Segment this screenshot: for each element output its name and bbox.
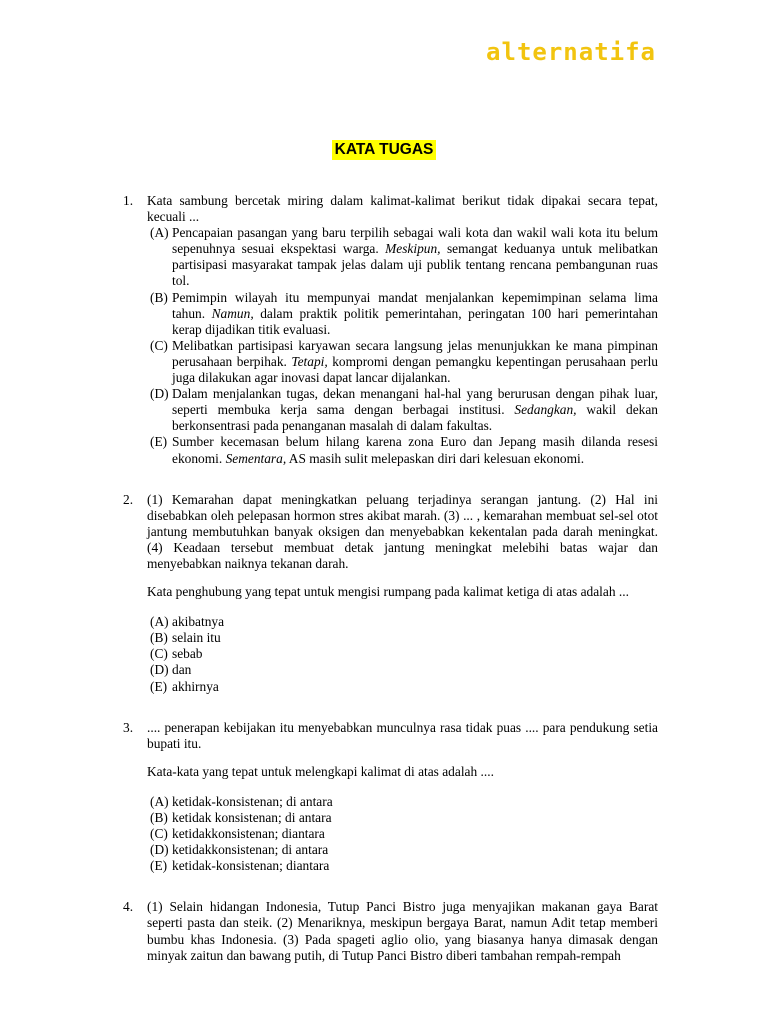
option-text: ketidakkonsistenan; diantara — [172, 826, 325, 842]
question-prompt: Kata penghubung yang tepat untuk mengisi rumpang pada kalimat ketiga di atas adalah ... — [147, 584, 629, 600]
option-text: wakil dekan berkonsentrasi pada penanganan masalah di dalam fakultas. — [172, 402, 659, 434]
option-italic-word: Meskipun, — [385, 241, 441, 257]
option-italic-word: Tetapi, — [291, 353, 328, 369]
option-text: ketidak-konsistenan; diantara — [172, 858, 330, 874]
option-c — [147, 646, 658, 662]
option-d — [147, 386, 658, 434]
option-italic-word: Namun, — [211, 305, 254, 321]
option-label: (D) — [150, 662, 169, 678]
option-label: (C) — [150, 646, 168, 662]
option-text: Pencapaian pasangan yang baru terpilih sebagai wali kota dan wakil wali kota itu belum sepenuhnya sesuai ekspektasi warga. — [172, 225, 658, 257]
option-text: ketidak konsistenan; di antara — [172, 810, 332, 825]
option-a — [147, 614, 658, 630]
question-passage: (1) Selain hidangan Indonesia, Tutup Panci Bistro juga menyajikan makanan gaya Barat seperti pasta dan steik. (2) Menariknya, meskipun bergaya Barat, namun Adit tetap memberi bumbu khas Indonesia. (3) Pada spageti aglio olio, yang biasanya hanya dimasak dengan minyak zaitun dan bawang putih, di Tutup Panci Bistro diberi tambahan rempah-rempah — [147, 899, 658, 963]
option-label: (D) — [150, 842, 169, 858]
question-number: 3. — [123, 719, 134, 735]
option-label: (C) — [150, 826, 168, 842]
option-text: Dalam menjalankan tugas, dekan menangani hal-hal yang berurusan dengan pihak luar, seperti membuka kerja sama dengan berbagai institusi. — [172, 386, 658, 418]
option-label: (E) — [150, 678, 168, 694]
option-text: sebab — [172, 646, 203, 662]
question-passage: (1) Kemarahan dapat meningkatkan peluang terjadinya serangan jantung. (2) Hal ini disebabkan oleh pelepasan hormon stres akibat marah. (3) ... , kemarahan membuat sel-sel otot jantung membutuhkan banyak oksigen dan menyebabkan kekentalan pada darah meningkat. (4) Keadaan tersebut membuat detak jantung meningkat melebihi batas wajar dan menyebabkan naiknya tekanan darah. — [147, 491, 658, 571]
option-text: akhirnya — [172, 678, 219, 694]
question-number: 1. — [123, 193, 134, 208]
option-a — [147, 794, 658, 810]
option-b — [147, 290, 658, 338]
option-d — [147, 662, 658, 678]
option-text: Sumber kecemasan belum hilang karena zona Euro dan Jepang masih dilanda resesi ekonomi. — [172, 434, 658, 466]
option-text: selain itu — [172, 630, 221, 646]
option-label: (A) — [150, 793, 169, 809]
option-label: (C) — [150, 337, 168, 353]
option-label: (A) — [150, 225, 169, 241]
option-label: (D) — [150, 386, 169, 402]
option-a — [147, 225, 658, 289]
question-number: 2. — [123, 491, 134, 507]
question-stem: Kata sambung bercetak miring dalam kalimat-kalimat berikut tidak dipakai secara tepat, kecuali ... — [147, 193, 658, 225]
option-label: (B) — [150, 630, 168, 646]
option-d — [147, 842, 658, 858]
option-e — [147, 679, 658, 695]
option-text: ketidak-konsistenan; di antara — [172, 793, 333, 809]
question-4 — [120, 899, 658, 963]
options-list — [147, 225, 658, 466]
option-text: dan — [172, 662, 192, 678]
option-b — [147, 630, 658, 646]
option-text: Pemimpin wilayah itu mempunyai mandat menjalankan kepemimpinan selama lima tahun. — [172, 289, 658, 321]
question-2 — [120, 492, 658, 695]
option-text: Melibatkan partisipasi karyawan secara langsung jelas menunjukkan ke mana pimpinan perusahaan berpihak. — [172, 337, 658, 369]
option-text: dalam praktik politik pemerintahan, peringatan 100 hari pemerintahan kerap dijadikan titik evaluasi. — [172, 305, 658, 337]
question-3 — [120, 720, 658, 875]
option-text: AS masih sulit melepaskan diri dari kelesuan ekonomi. — [286, 450, 585, 466]
option-text: kompromi dengan pemangku kepentingan perusahaan perlu juga dilakukan agar inovasi dapat lancar dijalankan. — [172, 353, 658, 386]
question-1 — [120, 193, 658, 467]
question-number: 4. — [123, 899, 134, 915]
option-label: (A) — [150, 614, 169, 630]
question-passage: .... penerapan kebijakan itu menyebabkan munculnya rasa tidak puas .... para pendukung setia bupati itu. — [147, 719, 658, 751]
option-text: ketidakkonsistenan; di antara — [172, 842, 329, 858]
question-list — [120, 193, 658, 989]
option-label: (E) — [150, 434, 168, 450]
option-label: (B) — [150, 289, 168, 305]
page-title: KATA TUGAS — [332, 140, 437, 160]
question-prompt: Kata-kata yang tepat untuk melengkapi kalimat di atas adalah .... — [147, 763, 494, 779]
brand-logo: alternatifa — [486, 38, 656, 66]
option-e — [147, 858, 658, 874]
option-e — [147, 434, 658, 466]
option-c — [147, 826, 658, 842]
option-b — [147, 810, 658, 826]
options-list — [147, 794, 658, 874]
option-italic-word: Sedangkan, — [514, 402, 577, 418]
option-label: (B) — [150, 810, 168, 825]
option-italic-word: Sementara, — [225, 450, 287, 466]
option-text: akibatnya — [172, 614, 225, 630]
options-list — [147, 614, 658, 694]
option-text: semangat keduanya untuk melibatkan partisipasi masyarakat tampak jelas dalam uji publik tentang rencana pembangunan ruas tol. — [172, 241, 658, 289]
option-c — [147, 338, 658, 386]
option-label: (E) — [150, 858, 168, 874]
title-container — [0, 140, 768, 160]
